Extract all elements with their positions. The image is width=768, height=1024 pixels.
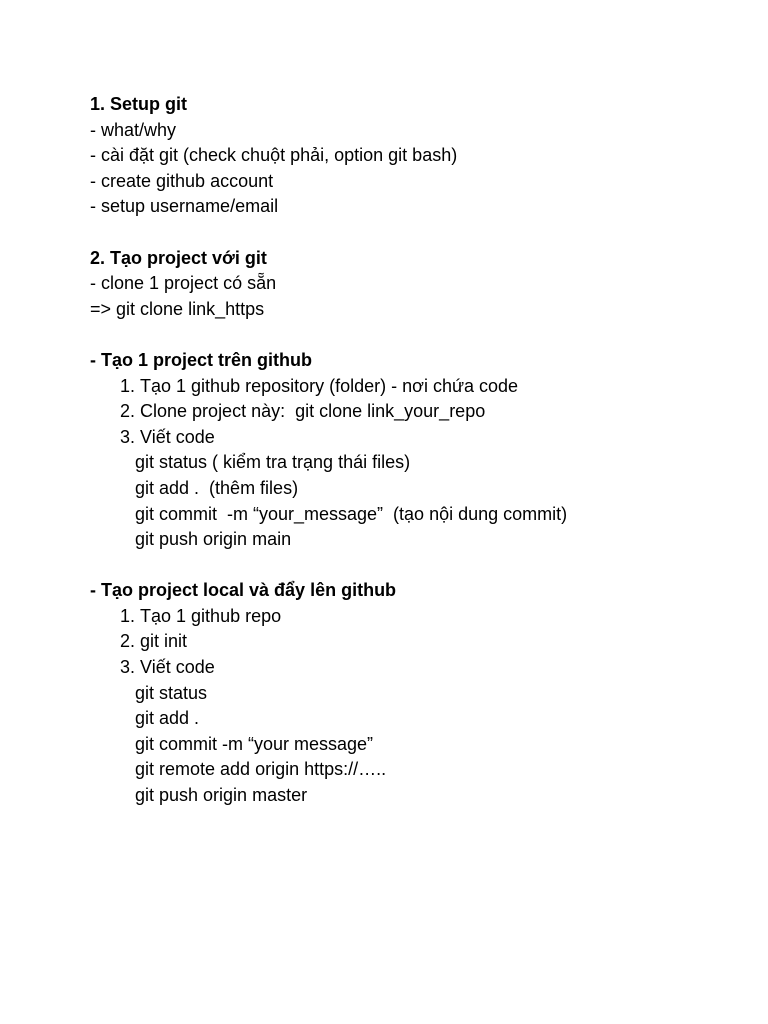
list-item-text: Tạo 1 github repository (folder) - nơi chứa code bbox=[140, 375, 519, 396]
section-4-title: - Tạo project local và đẩy lên github bbox=[90, 580, 397, 601]
section-3-title: - Tạo 1 project trên github bbox=[90, 349, 313, 370]
list-item-text: Viết code bbox=[140, 426, 215, 447]
list-number: 3. bbox=[119, 657, 135, 678]
command-line: git commit -m “your_message” (tạo nội dung commit) bbox=[135, 503, 568, 524]
command-line: git push origin main bbox=[135, 529, 292, 550]
list-item bbox=[90, 629, 730, 655]
list-item bbox=[90, 374, 730, 400]
section-1-line: - setup username/email bbox=[90, 196, 279, 217]
command-line: git add . bbox=[135, 708, 200, 729]
section-1-line: - cài đặt git (check chuột phải, option git bash) bbox=[90, 145, 458, 166]
spacer bbox=[90, 553, 730, 579]
list-number: 1. bbox=[119, 605, 135, 626]
list-number: 2. bbox=[119, 631, 135, 652]
list-item-text: git init bbox=[140, 631, 188, 652]
section-1-title: 1. Setup git bbox=[90, 94, 188, 114]
list-item bbox=[90, 655, 730, 681]
document-page bbox=[90, 92, 730, 809]
command-line: git remote add origin https://….. bbox=[135, 759, 387, 780]
command-line: git commit -m “your message” bbox=[135, 733, 374, 754]
section-2-line: => git clone link_https bbox=[90, 298, 265, 319]
section-1-line: - create github account bbox=[90, 170, 274, 191]
list-item-text: Viết code bbox=[140, 657, 215, 678]
list-number: 1. bbox=[119, 375, 135, 396]
list-number: 3. bbox=[119, 426, 135, 447]
command-line: git status ( kiểm tra trạng thái files) bbox=[135, 452, 411, 473]
list-item bbox=[90, 399, 730, 425]
command-line: git status bbox=[135, 682, 208, 703]
section-2-line: - clone 1 project có sẵn bbox=[90, 273, 277, 294]
section-2-title: 2. Tạo project với git bbox=[90, 247, 267, 268]
list-item bbox=[90, 604, 730, 630]
spacer bbox=[90, 322, 730, 348]
list-item bbox=[90, 425, 730, 451]
spacer bbox=[90, 220, 730, 246]
list-item-text: Tạo 1 github repo bbox=[140, 605, 282, 626]
list-number: 2. bbox=[119, 401, 135, 422]
section-1-line: - what/why bbox=[90, 119, 177, 140]
command-line: git push origin master bbox=[135, 785, 308, 806]
list-item-text: Clone project này: git clone link_your_repo bbox=[140, 401, 486, 422]
command-line: git add . (thêm files) bbox=[135, 477, 299, 498]
